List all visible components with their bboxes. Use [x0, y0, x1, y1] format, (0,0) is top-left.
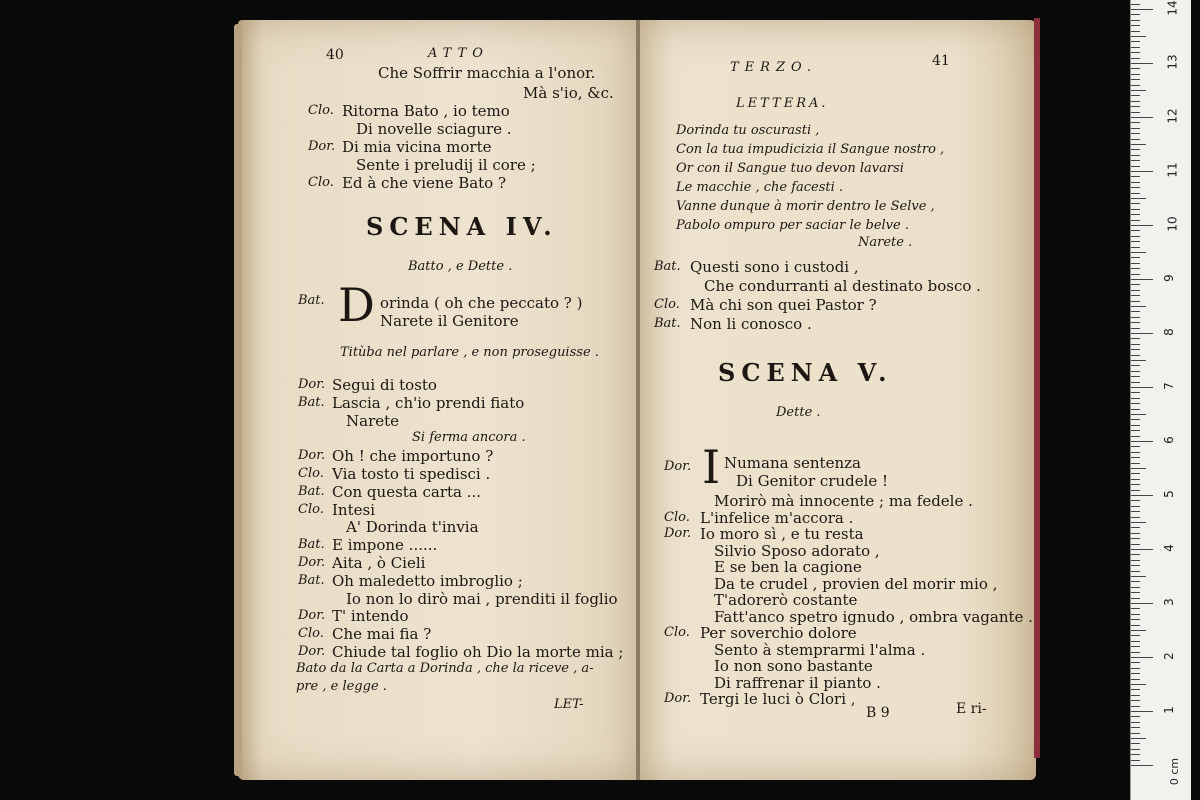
- ruler-tick: [1131, 641, 1140, 642]
- ruler-tick: [1131, 592, 1140, 593]
- catchword: LET-: [554, 697, 584, 712]
- ruler-tick: [1131, 630, 1146, 631]
- dialogue-line: Fatt'anco spetro ignudo , ombra vagante .: [714, 607, 1033, 626]
- ruler-tick: [1131, 365, 1140, 366]
- ruler-tick: [1131, 68, 1140, 69]
- text-line: Mà s'io, &c.: [523, 84, 614, 102]
- speaker-label: Clo.: [664, 509, 690, 525]
- letter-line: Pabolo ompuro per saciar le belve .: [676, 218, 909, 233]
- speaker-label: Clo.: [298, 466, 324, 481]
- dialogue-line: Narete: [346, 411, 400, 430]
- speaker-label: Dor.: [298, 555, 326, 570]
- ruler-tick: [1131, 160, 1140, 161]
- ruler-tick: [1131, 738, 1146, 739]
- ruler-tick: [1131, 9, 1153, 10]
- letter-line: Or con il Sangue tuo devon lavarsi: [676, 161, 904, 176]
- drop-cap: D: [338, 278, 375, 332]
- ruler-tick: [1131, 695, 1140, 696]
- ruler-tick: [1131, 603, 1153, 604]
- dialogue-line: Intesi: [332, 500, 375, 519]
- dialogue-line: Di raffrenar il pianto .: [714, 673, 881, 692]
- speaker-label: Bat.: [298, 572, 325, 588]
- ruler-number: 8: [1161, 328, 1176, 336]
- ruler-number: 12: [1165, 108, 1180, 124]
- text-line: Numana sentenza: [724, 454, 861, 472]
- ruler-number: 1: [1161, 706, 1176, 714]
- dialogue-line: Si ferma ancora .: [412, 430, 526, 446]
- ruler-tick: [1131, 4, 1140, 5]
- catchword: E ri-: [956, 701, 987, 717]
- ruler-tick: [1131, 355, 1140, 356]
- ruler-tick: [1131, 203, 1140, 204]
- page-number: 41: [932, 53, 950, 69]
- ruler-tick: [1131, 635, 1140, 636]
- ruler-tick: [1131, 414, 1146, 415]
- dialogue-line: Di novelle sciagure .: [356, 120, 512, 138]
- page-number: 40: [326, 47, 344, 63]
- ruler-number: 4: [1161, 544, 1176, 552]
- ruler-tick: [1131, 182, 1140, 183]
- ruler-tick: [1131, 344, 1140, 345]
- scene-title: SCENA IV.: [366, 212, 558, 241]
- ruler-tick: [1131, 430, 1140, 431]
- ruler-tick: [1131, 727, 1140, 728]
- ruler-tick: [1131, 95, 1140, 96]
- scene-cast: Dette .: [776, 405, 821, 420]
- ruler-tick: [1131, 85, 1140, 86]
- dialogue-line: Per soverchio dolore: [700, 624, 857, 642]
- ruler-tick: [1131, 187, 1140, 188]
- dialogue-line: A' Dorinda t'invia: [346, 518, 479, 537]
- ruler-tick: [1131, 468, 1146, 469]
- ruler-tick: [1131, 263, 1140, 264]
- scene-cast: Batto , e Dette .: [408, 259, 513, 274]
- scene-title: SCENA V.: [718, 358, 893, 387]
- speaker-label: Dor.: [298, 644, 326, 659]
- ruler-tick: [1131, 716, 1140, 717]
- letter-line: Con la tua impudicizia il Sangue nostro ,: [676, 142, 945, 157]
- dialogue-line: T'adorerò costante: [714, 591, 858, 609]
- speaker-label: Clo.: [298, 626, 324, 642]
- ruler-tick: [1131, 517, 1140, 518]
- dialogue-line: Questi sono i custodi ,: [690, 258, 859, 276]
- ruler-tick: [1131, 63, 1153, 64]
- ruler-tick: [1131, 700, 1140, 701]
- ruler-tick: [1131, 279, 1153, 280]
- letter-line: Vanne dunque à morir dentro le Selve ,: [676, 199, 935, 214]
- ruler-unit: 0 cm: [1168, 757, 1182, 786]
- ruler-tick: [1131, 571, 1140, 572]
- ruler-tick: [1131, 409, 1140, 410]
- ruler-number: 2: [1161, 652, 1176, 660]
- ruler-tick: [1131, 608, 1140, 609]
- ruler-tick: [1131, 155, 1140, 156]
- ruler-tick: [1131, 25, 1140, 26]
- ruler-tick: [1131, 220, 1140, 221]
- dialogue-line: L'infelice m'accora .: [700, 508, 854, 527]
- ruler-tick: [1131, 295, 1140, 296]
- ruler-tick: [1131, 209, 1140, 210]
- ruler-tick: [1131, 193, 1140, 194]
- ruler-tick: [1131, 506, 1140, 507]
- cover-edge: [1034, 18, 1040, 758]
- speaker-label: Bat.: [654, 259, 681, 274]
- speaker-label: Clo.: [664, 625, 690, 640]
- ruler-tick: [1131, 349, 1140, 350]
- ruler-tick: [1131, 625, 1140, 626]
- ruler-tick: [1131, 500, 1140, 501]
- ruler-tick: [1131, 754, 1140, 755]
- dialogue-line: Io moro sì , e tu resta: [700, 525, 864, 543]
- ruler-tick: [1131, 31, 1140, 32]
- letter-line: Le macchie , che facesti .: [676, 180, 844, 195]
- ruler-tick: [1131, 20, 1140, 21]
- ruler-tick: [1131, 171, 1153, 172]
- speaker-label: Dor.: [664, 526, 692, 541]
- ruler-tick: [1131, 619, 1140, 620]
- ruler-tick: [1131, 133, 1140, 134]
- ruler-tick: [1131, 538, 1140, 539]
- ruler-tick: [1131, 198, 1146, 199]
- running-head: ATTO: [428, 46, 489, 61]
- ruler-tick: [1131, 403, 1140, 404]
- dialogue-line: Che mai fia ?: [332, 625, 432, 644]
- ruler-tick: [1131, 581, 1140, 582]
- ruler-tick: [1131, 274, 1140, 275]
- ruler-tick: [1131, 733, 1140, 734]
- dialogue-line: Silvio Sposo adorato ,: [714, 541, 880, 560]
- running-head: TERZO.: [730, 60, 818, 75]
- ruler-number: 3: [1161, 598, 1176, 606]
- ruler-tick: [1131, 74, 1140, 75]
- dialogue-line: Sente i preludij il core ;: [356, 156, 536, 174]
- ruler-tick: [1131, 36, 1146, 37]
- ruler-tick: [1131, 441, 1153, 442]
- ruler-tick: [1131, 284, 1140, 285]
- ruler-tick: [1131, 511, 1140, 512]
- dialogue-line: Mà chi son quei Pastor ?: [690, 296, 877, 314]
- speaker-label: Dor.: [664, 691, 692, 706]
- ruler-tick: [1131, 322, 1140, 323]
- ruler-tick: [1131, 392, 1140, 393]
- letter-title: LETTERA.: [736, 96, 829, 111]
- ruler-tick: [1131, 765, 1153, 766]
- text-line: orinda ( oh che peccato ? ): [380, 294, 583, 312]
- ruler-tick: [1131, 128, 1140, 129]
- ruler-tick: [1131, 371, 1140, 372]
- ruler-tick: [1131, 560, 1140, 561]
- ruler-tick: [1131, 268, 1140, 269]
- ruler-tick: [1131, 144, 1146, 145]
- ruler-tick: [1131, 214, 1140, 215]
- speaker-label: Bat.: [298, 394, 325, 410]
- ruler-tick: [1131, 225, 1153, 226]
- dialogue-line: Ritorna Bato , io temo: [342, 102, 510, 120]
- dialogue-line: Via tosto ti spedisci .: [332, 465, 491, 483]
- dialogue-line: Sento à stemprarmi l'alma .: [714, 640, 926, 659]
- ruler-tick: [1131, 398, 1140, 399]
- speaker-label: Clo.: [654, 297, 680, 312]
- dialogue-line: Oh ! che importuno ?: [332, 447, 494, 466]
- ruler-tick: [1131, 457, 1140, 458]
- dialogue-line: Tergi le luci ò Clori ,: [700, 690, 856, 708]
- ruler-tick: [1131, 139, 1140, 140]
- dialogue-line: Segui di tosto: [332, 376, 437, 394]
- ruler-tick: [1131, 706, 1140, 707]
- dialogue-line: Aita , ò Cieli: [332, 554, 426, 572]
- ruler-tick: [1131, 565, 1140, 566]
- drop-cap: I: [702, 440, 721, 494]
- ruler-tick: [1131, 376, 1140, 377]
- ruler-number: 9: [1161, 274, 1176, 282]
- ruler-tick: [1131, 328, 1140, 329]
- ruler-tick: [1131, 106, 1140, 107]
- ruler-tick: [1131, 657, 1153, 658]
- ruler-tick: [1131, 587, 1140, 588]
- ruler-tick: [1131, 41, 1140, 42]
- ruler-tick: [1131, 490, 1140, 491]
- ruler-tick: [1131, 722, 1140, 723]
- ruler-tick: [1131, 452, 1140, 453]
- signature-mark: B 9: [866, 705, 890, 721]
- speaker-label: Dor.: [298, 608, 326, 624]
- ruler-tick: [1131, 290, 1140, 291]
- ruler-tick: [1131, 14, 1140, 15]
- letter-line: Dorinda tu oscurasti ,: [676, 123, 820, 138]
- ruler-number: 13: [1165, 54, 1180, 70]
- ruler-number: 14: [1165, 0, 1180, 16]
- page-edge: [234, 24, 242, 776]
- ruler-tick: [1131, 338, 1140, 339]
- ruler-tick: [1131, 495, 1153, 496]
- ruler-tick: [1131, 646, 1140, 647]
- ruler-tick: [1131, 47, 1140, 48]
- measuring-ruler: [1130, 0, 1191, 800]
- dialogue-line: Con questa carta ...: [332, 482, 482, 501]
- ruler-tick: [1131, 301, 1140, 302]
- text-line: Che Soffrir macchia a l'onor.: [378, 64, 596, 82]
- ruler-tick: [1131, 679, 1140, 680]
- ruler-tick: [1131, 252, 1146, 253]
- stage-direction: Titùba nel parlare , e non proseguisse .: [340, 345, 599, 360]
- ruler-tick: [1131, 117, 1153, 118]
- ruler-tick: [1131, 689, 1140, 690]
- ruler-number: 5: [1161, 490, 1176, 498]
- ruler-tick: [1131, 446, 1140, 447]
- ruler-tick: [1131, 484, 1140, 485]
- ruler-tick: [1131, 257, 1140, 258]
- ruler-tick: [1131, 673, 1140, 674]
- ruler-tick: [1131, 463, 1140, 464]
- ruler-tick: [1131, 236, 1140, 237]
- ruler-tick: [1131, 527, 1140, 528]
- ruler-tick: [1131, 306, 1146, 307]
- ruler-number: 7: [1161, 382, 1176, 390]
- ruler-tick: [1131, 382, 1140, 383]
- right-page: [640, 20, 1036, 780]
- letter-signature: Narete .: [858, 235, 913, 250]
- ruler-tick: [1131, 522, 1146, 523]
- ruler-number: 10: [1165, 216, 1180, 232]
- ruler-tick: [1131, 711, 1153, 712]
- dialogue-line: Non li conosco .: [690, 315, 812, 333]
- ruler-tick: [1131, 241, 1140, 242]
- ruler-tick: [1131, 544, 1140, 545]
- ruler-tick: [1131, 549, 1153, 550]
- speaker-label: Clo.: [298, 501, 324, 517]
- ruler-tick: [1131, 479, 1140, 480]
- ruler-tick: [1131, 760, 1140, 761]
- ruler-tick: [1131, 598, 1140, 599]
- ruler-tick: [1131, 473, 1140, 474]
- text-line: Di Genitor crudele !: [736, 472, 889, 490]
- stage-direction: pre , e legge .: [296, 679, 387, 694]
- dialogue-line: Lascia , ch'io prendi fiato: [332, 393, 525, 412]
- dialogue-line: Ed à che viene Bato ?: [342, 174, 507, 192]
- dialogue-line: Chiude tal foglio oh Dio la morte mia ;: [332, 643, 624, 661]
- ruler-tick: [1131, 311, 1140, 312]
- dialogue-line: Io non lo dirò mai , prenditi il foglio: [346, 589, 618, 608]
- open-book: [238, 20, 1038, 780]
- speaker-label: Bat.: [298, 293, 325, 308]
- ruler-tick: [1131, 668, 1140, 669]
- left-page: [238, 20, 636, 780]
- dialogue-line: E se ben la cagione: [714, 558, 862, 576]
- dialogue-line: Che condurranti al destinato bosco .: [704, 277, 981, 295]
- dialogue-line: Da te crudel , provien del morir mio ,: [714, 574, 998, 593]
- ruler-tick: [1131, 652, 1140, 653]
- dialogue-line: Io non sono bastante: [714, 657, 873, 675]
- ruler-tick: [1131, 58, 1140, 59]
- ruler-tick: [1131, 52, 1140, 53]
- ruler-tick: [1131, 419, 1140, 420]
- speaker-label: Dor.: [308, 139, 336, 154]
- ruler-tick: [1131, 101, 1140, 102]
- dialogue-line: Di mia vicina morte: [342, 138, 492, 156]
- stage-direction: Bato da la Carta a Dorinda , che la riceve , a-: [296, 661, 594, 676]
- ruler-tick: [1131, 749, 1140, 750]
- ruler-tick: [1131, 122, 1140, 123]
- speaker-label: Bat.: [298, 483, 325, 499]
- ruler-tick: [1131, 614, 1140, 615]
- speaker-label: Bat.: [298, 537, 325, 553]
- speaker-label: Dor.: [664, 459, 692, 474]
- ruler-tick: [1131, 360, 1146, 361]
- speaker-label: Clo.: [308, 175, 334, 190]
- speaker-label: Dor.: [298, 448, 326, 464]
- ruler-tick: [1131, 112, 1140, 113]
- ruler-tick: [1131, 149, 1140, 150]
- ruler-number: 6: [1161, 436, 1176, 444]
- ruler-tick: [1131, 533, 1140, 534]
- ruler-tick: [1131, 684, 1146, 685]
- ruler-tick: [1131, 576, 1146, 577]
- dialogue-line: Oh maledetto imbroglio ;: [332, 571, 523, 590]
- ruler-tick: [1131, 425, 1140, 426]
- text-line: Narete il Genitore: [380, 312, 519, 330]
- speaker-label: Dor.: [298, 377, 326, 392]
- ruler-tick: [1131, 662, 1140, 663]
- ruler-tick: [1131, 333, 1153, 334]
- ruler-tick: [1131, 387, 1153, 388]
- ruler-tick: [1131, 317, 1140, 318]
- dialogue-line: E impone ......: [332, 536, 438, 555]
- speaker-label: Bat.: [654, 316, 681, 331]
- ruler-tick: [1131, 79, 1140, 80]
- ruler-number: 11: [1165, 162, 1180, 178]
- ruler-tick: [1131, 743, 1140, 744]
- ruler-tick: [1131, 230, 1140, 231]
- ruler-tick: [1131, 166, 1140, 167]
- ruler-tick: [1131, 176, 1140, 177]
- speaker-label: Clo.: [308, 103, 334, 118]
- dialogue-line: T' intendo: [332, 607, 409, 626]
- ruler-tick: [1131, 90, 1146, 91]
- ruler-tick: [1131, 247, 1140, 248]
- ruler-tick: [1131, 436, 1140, 437]
- ruler-tick: [1131, 554, 1140, 555]
- dialogue-line: Morirò mà innocente ; ma fedele .: [714, 492, 973, 510]
